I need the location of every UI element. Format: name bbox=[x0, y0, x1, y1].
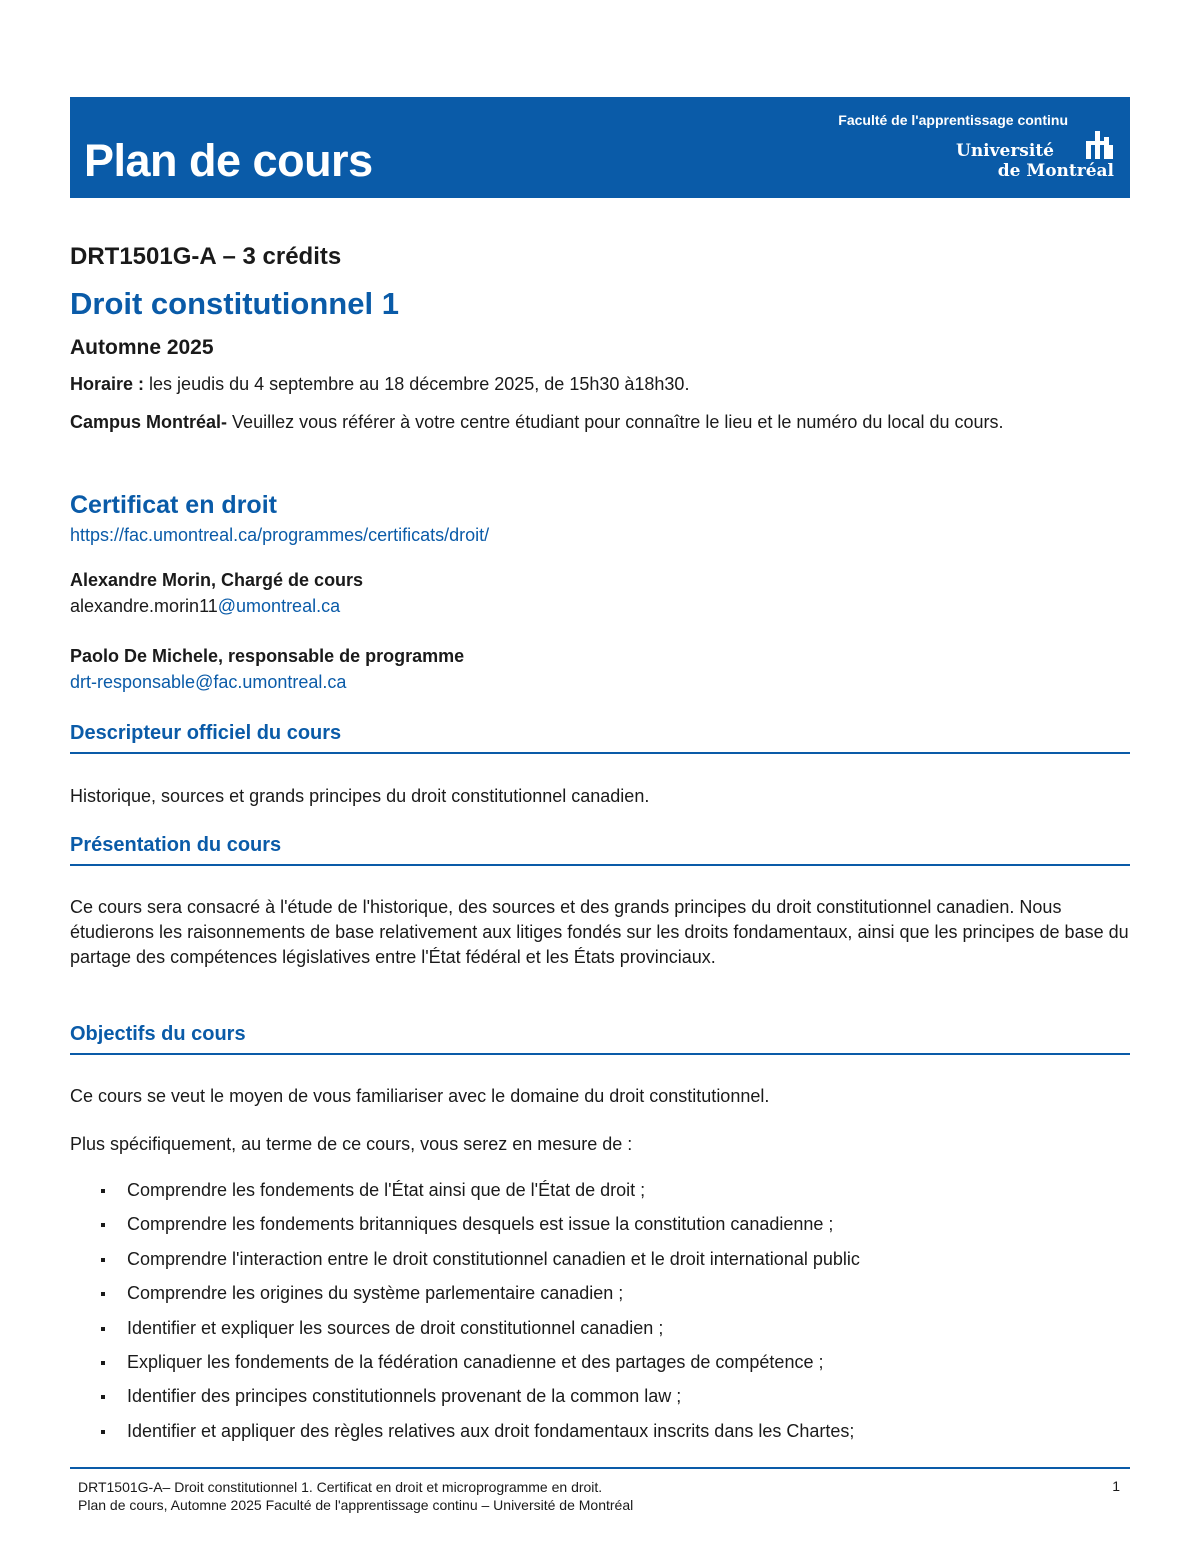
list-item: Identifier des principes constitutionnels provenant de la common law ; bbox=[70, 1382, 860, 1416]
objectives-intro: Ce cours se veut le moyen de vous familiariser avec le domaine du droit constitutionnel. bbox=[70, 1086, 770, 1106]
footer-divider bbox=[70, 1467, 1130, 1469]
footer-line-2: Plan de cours, Automne 2025 Faculté de l'apprentissage continu – Université de Montréal bbox=[78, 1497, 634, 1513]
list-item: Comprendre les fondements britanniques desquels est issue la constitution canadienne ; bbox=[70, 1210, 860, 1244]
page-number: 1 bbox=[1112, 1478, 1120, 1494]
objectives-list bbox=[70, 1176, 860, 1451]
instructor-email-link[interactable]: @umontreal.ca bbox=[217, 596, 341, 616]
schedule-text: les jeudis du 4 septembre au 18 décembre 2025, de 15h30 à18h30. bbox=[149, 374, 690, 394]
logo-line-2: de Montréal bbox=[997, 161, 1114, 181]
instructor-name: Alexandre Morin, Chargé de cours bbox=[70, 570, 364, 590]
course-title: Droit constitutionnel 1 bbox=[70, 286, 399, 321]
header-banner bbox=[70, 97, 1130, 198]
faculty-name: Faculté de l'apprentissage continu bbox=[838, 112, 1068, 128]
list-item: Expliquer les fondements de la fédération canadienne et des partages de compétence ; bbox=[70, 1348, 860, 1382]
schedule bbox=[70, 372, 1130, 397]
program-manager-name: Paolo De Michele, responsable de programme bbox=[70, 646, 465, 666]
udem-logo-icon bbox=[1084, 127, 1114, 159]
campus-label: Campus Montréal- bbox=[70, 412, 228, 432]
program-link[interactable]: https://fac.umontreal.ca/programmes/certificats/droit/ bbox=[70, 525, 490, 545]
instructor-email-user: alexandre.morin11 bbox=[70, 596, 218, 616]
list-item: Comprendre les origines du système parlementaire canadien ; bbox=[70, 1279, 860, 1313]
list-item: Comprendre les fondements de l'État ainsi que de l'État de droit ; bbox=[70, 1176, 860, 1210]
list-item: Identifier et appliquer des règles relatives aux droit fondamentaux inscrits dans les Chartes; bbox=[70, 1417, 860, 1451]
banner-title: Plan de cours bbox=[84, 135, 373, 186]
schedule-label: Horaire : bbox=[70, 374, 145, 394]
instructor-email bbox=[70, 594, 1130, 619]
presentation-text: Ce cours sera consacré à l'étude de l'historique, des sources et des grands principes du droit constitutionnel canadien. Nous étudierons les raisonnements de base relativement aux litiges fondés sur les droits fondamentaux, ainsi que les principes de base du partage des compétences législatives entre l'État fédéral et les États provinciaux. bbox=[70, 897, 1129, 967]
objectives-lead: Plus spécifiquement, au terme de ce cours, vous serez en mesure de : bbox=[70, 1134, 633, 1154]
program-manager-email[interactable]: drt-responsable@fac.umontreal.ca bbox=[70, 672, 347, 692]
section-heading-objectives: Objectifs du cours bbox=[70, 1023, 1130, 1055]
page-footer bbox=[78, 1478, 633, 1514]
course-term: Automne 2025 bbox=[70, 336, 214, 359]
descriptor-text: Historique, sources et grands principes du droit constitutionnel canadien. bbox=[70, 786, 650, 806]
list-item: Identifier et expliquer les sources de droit constitutionnel canadien ; bbox=[70, 1314, 860, 1348]
campus-info bbox=[70, 410, 1130, 435]
logo-line-1: Université bbox=[956, 141, 1054, 161]
section-heading-descriptor: Descripteur officiel du cours bbox=[70, 722, 1130, 754]
campus-text: Veuillez vous référer à votre centre étudiant pour connaître le lieu et le numéro du local du cours. bbox=[232, 412, 1004, 432]
section-heading-presentation: Présentation du cours bbox=[70, 834, 1130, 866]
university-logo bbox=[956, 127, 1114, 185]
list-item: Comprendre l'interaction entre le droit constitutionnel canadien et le droit international public bbox=[70, 1245, 860, 1279]
footer-line-1: DRT1501G-A– Droit constitutionnel 1. Certificat en droit et microprogramme en droit. bbox=[78, 1479, 603, 1495]
program-title: Certificat en droit bbox=[70, 491, 277, 519]
course-code: DRT1501G-A – 3 crédits bbox=[70, 243, 342, 270]
